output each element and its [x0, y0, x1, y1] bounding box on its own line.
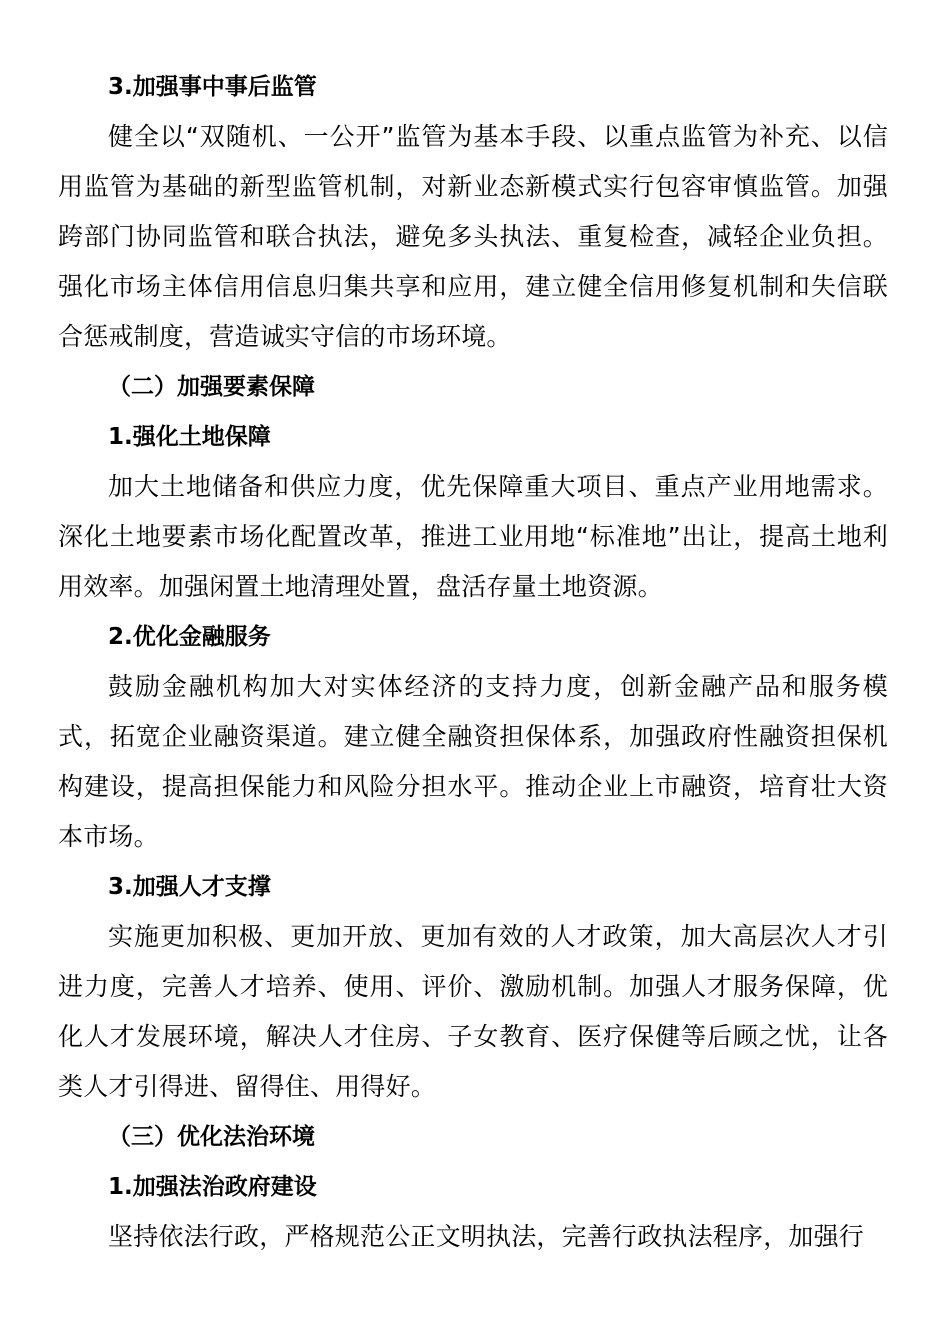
heading-land: 1.强化土地保障: [108, 424, 271, 450]
heading-supervision: 3.加强事中事后监管: [108, 74, 317, 100]
section-heading-rule-of-law: （三）优化法治环境: [108, 1124, 315, 1150]
paragraph-supervision: 健全以“双随机、一公开”监管为基本手段、以重点监管为补充、以信用监管为基础的新型监管机制，对新业态新模式实行包容审慎监管。加强跨部门协同监管和联合执法，避免多头执法、重复检查，减轻企业负担。强化市场主体信用信息归集共享和应用，建立健全信用修复机制和失信联合惩戒制度，营造诚实守信的市场环境。: [58, 122, 888, 351]
paragraph-law-government: 坚持依法行政，严格规范公正文明执法，完善行政执法程序，加强行: [108, 1222, 865, 1251]
heading-finance: 2.优化金融服务: [108, 624, 271, 650]
paragraph-finance: 鼓励金融机构加大对实体经济的支持力度，创新金融产品和服务模式，拓宽企业融资渠道。建立健全融资担保体系，加强政府性融资担保机构建设，提高担保能力和风险分担水平。推动企业上市融资，培育壮大资本市场。: [58, 672, 888, 851]
heading-law-government: 1.加强法治政府建设: [108, 1174, 317, 1200]
paragraph-land: 加大土地储备和供应力度，优先保障重大项目、重点产业用地需求。深化土地要素市场化配置改革，推进工业用地“标准地”出让，提高土地利用效率。加强闲置土地清理处置，盘活存量土地资源。: [58, 472, 888, 601]
document-page: [58, 62, 888, 1262]
heading-talent: 3.加强人才支撑: [108, 874, 271, 900]
section-heading-factors: （二）加强要素保障: [108, 374, 315, 400]
paragraph-talent: 实施更加积极、更加开放、更加有效的人才政策，加大高层次人才引进力度，完善人才培养、使用、评价、激励机制。加强人才服务保障，优化人才发展环境，解决人才住房、子女教育、医疗保健等后顾之忧，让各类人才引得进、留得住、用得好。: [58, 922, 888, 1101]
